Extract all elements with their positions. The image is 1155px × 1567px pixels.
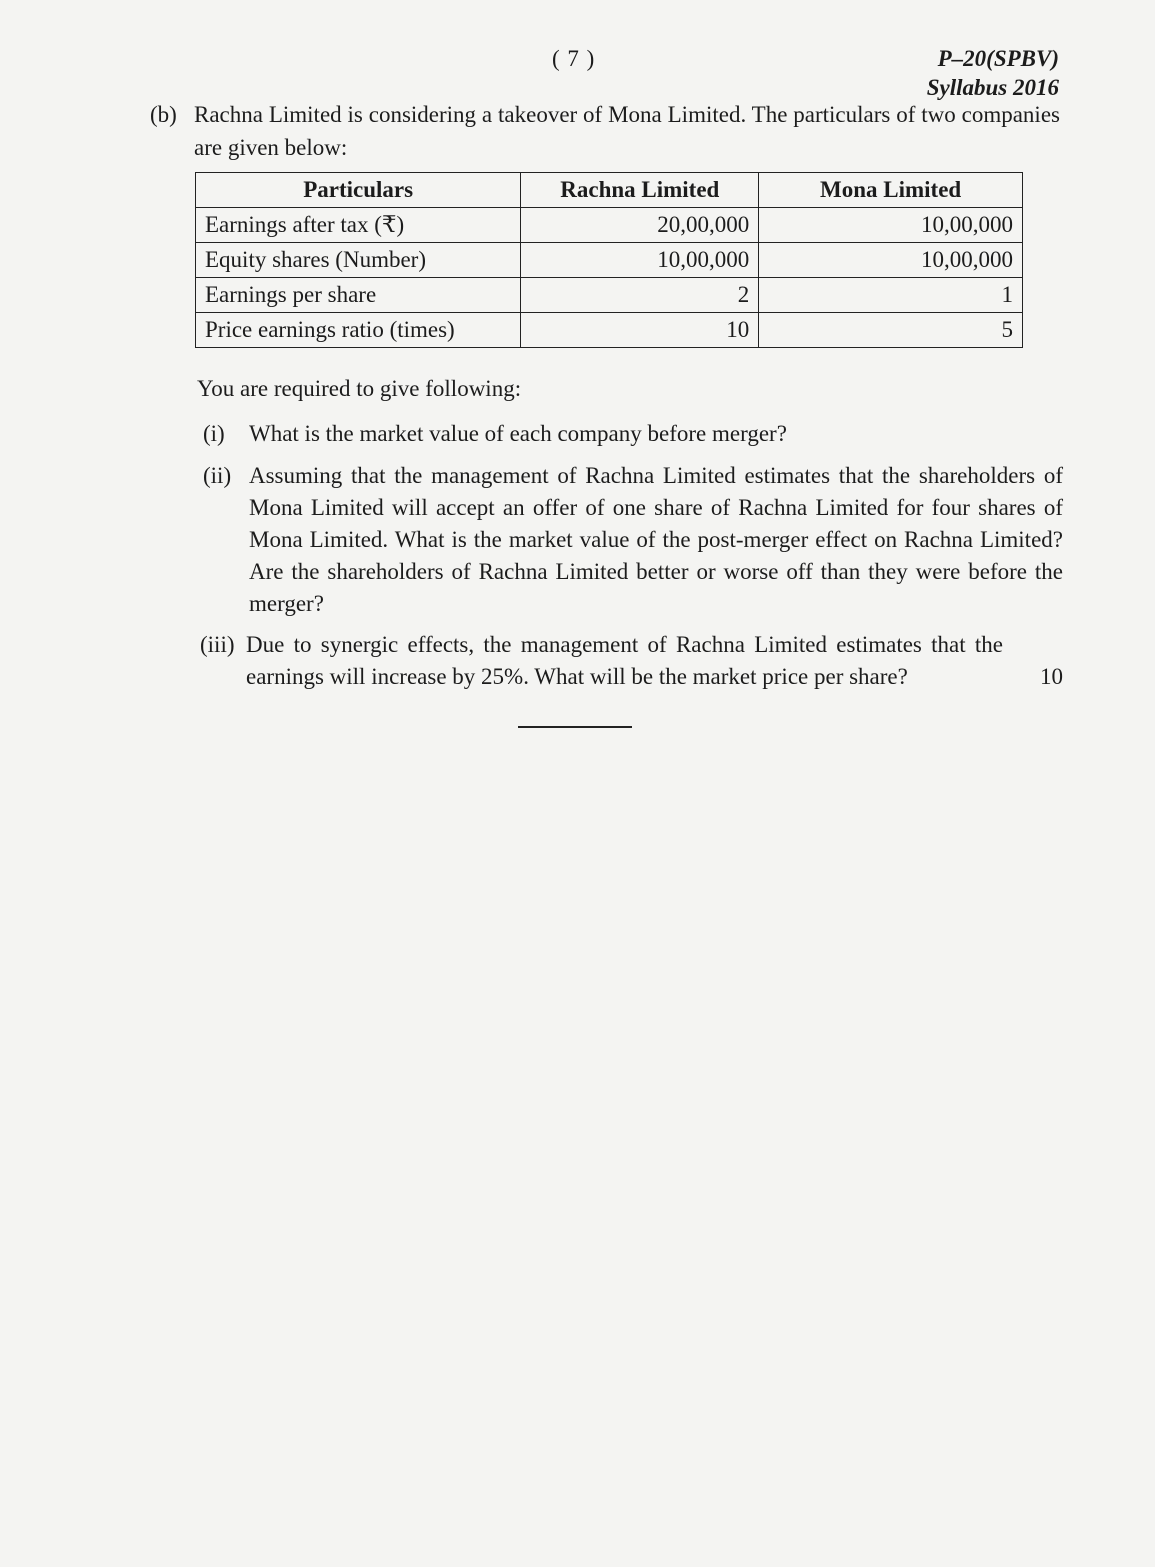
rachna-value: 10,00,000 xyxy=(521,243,759,278)
row-label: Earnings after tax (₹) xyxy=(196,208,521,243)
table-row xyxy=(196,208,1023,243)
marks: 10 xyxy=(1040,664,1063,689)
sub-question-text: Due to synergic effects, the management of Rachna Limited estimates that the earnings will increase by 25%. What will be the market price per share? xyxy=(246,632,1003,689)
sub-question-iii xyxy=(200,629,1063,693)
rachna-value: 20,00,000 xyxy=(521,208,759,243)
question-text: Rachna Limited is considering a takeover of Mona Limited. The particulars of two companies are given below: xyxy=(194,102,1060,160)
paper-code: P–20(SPBV) xyxy=(937,46,1059,71)
sub-question-label: (ii) xyxy=(203,463,232,488)
sub-question-text: Assuming that the management of Rachna Limited estimates that the shareholders of Mona Limited will accept an offer of one share of Rachna Limited for four shares of Mona Limited. What is the market value of the post-merger effect on Rachna Limited? Are the shareholders of Rachna Limited better or worse off than they were before the merger? xyxy=(249,463,1063,616)
header-rachna-limited: Rachna Limited xyxy=(521,173,759,208)
sub-question-text: What is the market value of each company before merger? xyxy=(249,421,787,446)
page-number: ( 7 ) xyxy=(552,46,596,71)
mona-value: 10,00,000 xyxy=(759,243,1023,278)
paper-header xyxy=(927,44,1059,102)
table-header-row xyxy=(196,173,1023,208)
rachna-value: 10 xyxy=(521,313,759,348)
sub-question-ii xyxy=(203,460,1063,620)
mona-value: 1 xyxy=(759,278,1023,313)
required-text: You are required to give following: xyxy=(197,376,522,401)
row-label: Earnings per share xyxy=(196,278,521,313)
end-divider xyxy=(518,726,632,728)
sub-question-label: (i) xyxy=(203,421,225,446)
header-mona-limited: Mona Limited xyxy=(759,173,1023,208)
row-label: Price earnings ratio (times) xyxy=(196,313,521,348)
syllabus-label: Syllabus 2016 xyxy=(926,75,1059,100)
mona-value: 5 xyxy=(759,313,1023,348)
sub-question-label: (iii) xyxy=(200,632,235,657)
mona-value: 10,00,000 xyxy=(759,208,1023,243)
rachna-value: 2 xyxy=(521,278,759,313)
particulars-table xyxy=(195,172,1023,348)
table-row xyxy=(196,313,1023,348)
header-particulars: Particulars xyxy=(196,173,521,208)
table-row xyxy=(196,278,1023,313)
row-label: Equity shares (Number) xyxy=(196,243,521,278)
sub-question-i xyxy=(203,418,1063,450)
table-row xyxy=(196,243,1023,278)
question-b xyxy=(150,98,1060,164)
question-label: (b) xyxy=(150,102,177,127)
